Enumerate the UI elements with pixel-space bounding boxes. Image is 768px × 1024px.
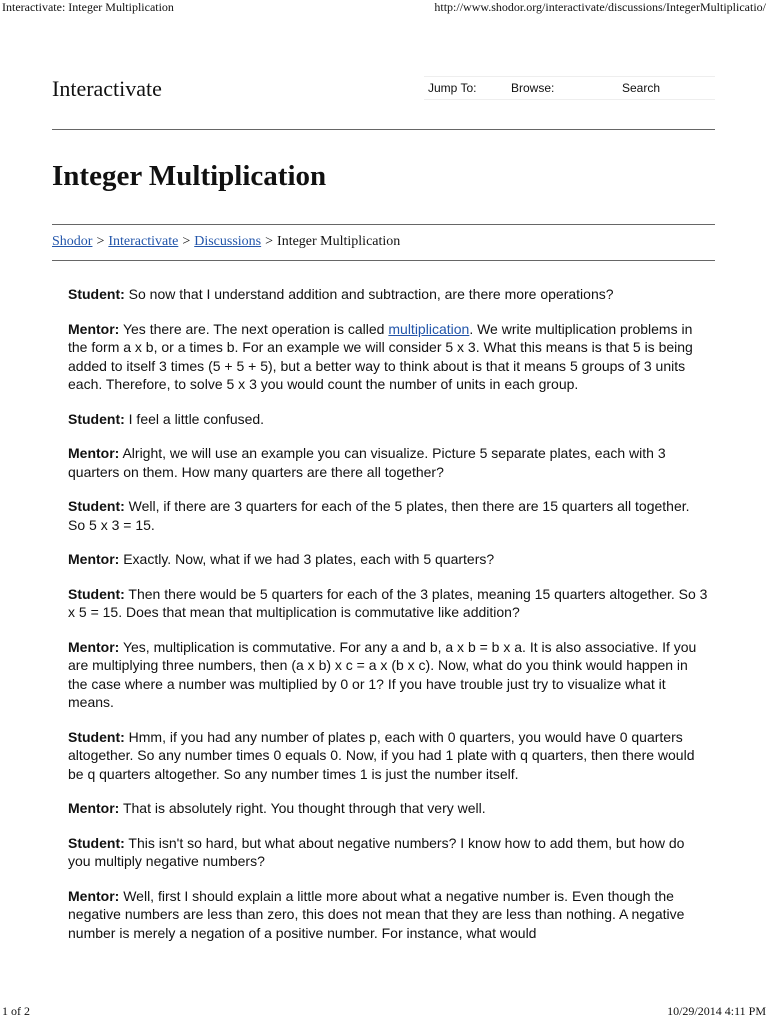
speaker-label: Mentor: bbox=[68, 551, 120, 567]
breadcrumb-top-divider bbox=[52, 224, 715, 225]
multiplication-link[interactable]: multiplication bbox=[388, 320, 470, 337]
breadcrumb-link-interactivate[interactable]: Interactivate bbox=[108, 234, 179, 249]
speaker-label: Student: bbox=[68, 585, 125, 602]
speaker-label: Student: bbox=[68, 410, 125, 427]
print-header bbox=[0, 0, 768, 16]
dialogue-text: Alright, we will use an example you can visualize. Picture 5 separate plates, each with 3 quarters on them. How many quarters are there all together? bbox=[68, 445, 666, 480]
jump-to-menu[interactable]: Jump To: bbox=[428, 81, 477, 95]
dialogue-text: Exactly. Now, what if we had 3 plates, each with 5 quarters? bbox=[123, 551, 495, 567]
speaker-label: Student: bbox=[68, 834, 125, 851]
dialogue-paragraph bbox=[68, 444, 708, 481]
dialogue-paragraph bbox=[68, 410, 708, 429]
header-divider bbox=[52, 129, 715, 130]
dialogue-text: Hmm, if you had any number of plates p, each with 0 quarters, you would have 0 quarters altogether. So any number times 0 equals 0. Now, if you had 1 plate with q quarters, then there would be q quarters altogether. So any number times 1 is just the number itself. bbox=[68, 728, 695, 782]
speaker-label: Mentor: bbox=[68, 445, 120, 461]
speaker-label: Mentor: bbox=[68, 800, 120, 816]
breadcrumb-separator: > bbox=[265, 234, 274, 249]
speaker-label: Mentor: bbox=[68, 887, 120, 904]
site-brand[interactable]: Interactivate bbox=[52, 76, 162, 101]
breadcrumb-link-discussions[interactable]: Discussions bbox=[194, 234, 262, 249]
speaker-label: Mentor: bbox=[68, 638, 120, 655]
dialogue-text: Well, first I should explain a little more about what a negative number is. Even though the negative numbers are less than zero, this does not mean that they are less than nothing. A negative number is merely a negation of a positive number. For instance, what would bbox=[68, 887, 685, 941]
dialogue-paragraph bbox=[68, 728, 708, 784]
page-title: Integer Multiplication bbox=[52, 160, 327, 192]
breadcrumb-bottom-divider bbox=[52, 260, 715, 261]
print-footer bbox=[0, 1004, 768, 1020]
print-timestamp: 10/29/2014 4:11 PM bbox=[667, 1004, 766, 1018]
dialogue-paragraph bbox=[68, 497, 708, 534]
dialogue-text: Yes there are. The next operation is called bbox=[122, 320, 389, 337]
browse-menu[interactable]: Browse: bbox=[511, 81, 555, 95]
print-header-url: http://www.shodor.org/interactivate/discussions/IntegerMultiplicatio/ bbox=[434, 0, 766, 14]
dialogue-text: Well, if there are 3 quarters for each of the 5 plates, then there are 15 quarters all together. So 5 x 3 = 15. bbox=[68, 498, 690, 533]
dialogue-paragraph bbox=[68, 585, 708, 622]
print-header-title: Interactivate: Integer Multiplication bbox=[2, 0, 174, 14]
dialogue-text: I feel a little confused. bbox=[128, 410, 265, 427]
breadcrumb-separator: > bbox=[96, 234, 105, 249]
dialogue-text: Yes, multiplication is commutative. For any a and b, a x b = b x a. It is also associative. If you are multiplying three numbers, then (a x b) x c = a x (b x c). Now, what do you think would happen in the case where a number was multiplied by 0 or 1? If you have trouble just try to visualize what it means. bbox=[68, 638, 697, 710]
speaker-label: Student: bbox=[68, 498, 125, 514]
dialogue-paragraph bbox=[68, 638, 708, 712]
dialogue-paragraph bbox=[68, 285, 708, 304]
top-navigation bbox=[424, 76, 715, 100]
dialogue-paragraph bbox=[68, 834, 708, 871]
dialogue-paragraph bbox=[68, 320, 708, 394]
discussion-content bbox=[68, 285, 708, 958]
site-header bbox=[52, 72, 715, 106]
dialogue-text: . We write multiplication problems in the form a x b, or a times b. For an example we will consider 5 x 3. What this means is that 5 is being added to itself 3 times (5 + 5 + 5), but a better way to think about is that it means 5 groups of 3 units each. Therefore, to solve 5 x 3 you would count the number of units in each group. bbox=[68, 320, 693, 392]
dialogue-paragraph bbox=[68, 799, 708, 818]
page-count: 1 of 2 bbox=[2, 1004, 30, 1018]
dialogue-paragraph bbox=[68, 550, 708, 569]
breadcrumb-link-shodor[interactable]: Shodor bbox=[52, 234, 93, 249]
breadcrumb-separator: > bbox=[182, 234, 191, 249]
dialogue-text: Then there would be 5 quarters for each of the 3 plates, meaning 15 quarters altogether. So 3 x 5 = 15. Does that mean that multiplication is commutative like addition? bbox=[68, 585, 708, 620]
dialogue-text: That is absolutely right. You thought through that very well. bbox=[122, 800, 486, 816]
breadcrumb bbox=[52, 234, 400, 250]
search-link[interactable]: Search bbox=[622, 81, 661, 95]
breadcrumb-current: Integer Multiplication bbox=[277, 234, 401, 249]
dialogue-text: This isn't so hard, but what about negative numbers? I know how to add them, but how do you multiply negative numbers? bbox=[68, 834, 685, 869]
dialogue-text: So now that I understand addition and subtraction, are there more operations? bbox=[128, 286, 614, 302]
speaker-label: Student: bbox=[68, 728, 125, 745]
speaker-label: Student: bbox=[68, 286, 125, 302]
dialogue-paragraph bbox=[68, 887, 708, 943]
speaker-label: Mentor: bbox=[68, 320, 120, 337]
